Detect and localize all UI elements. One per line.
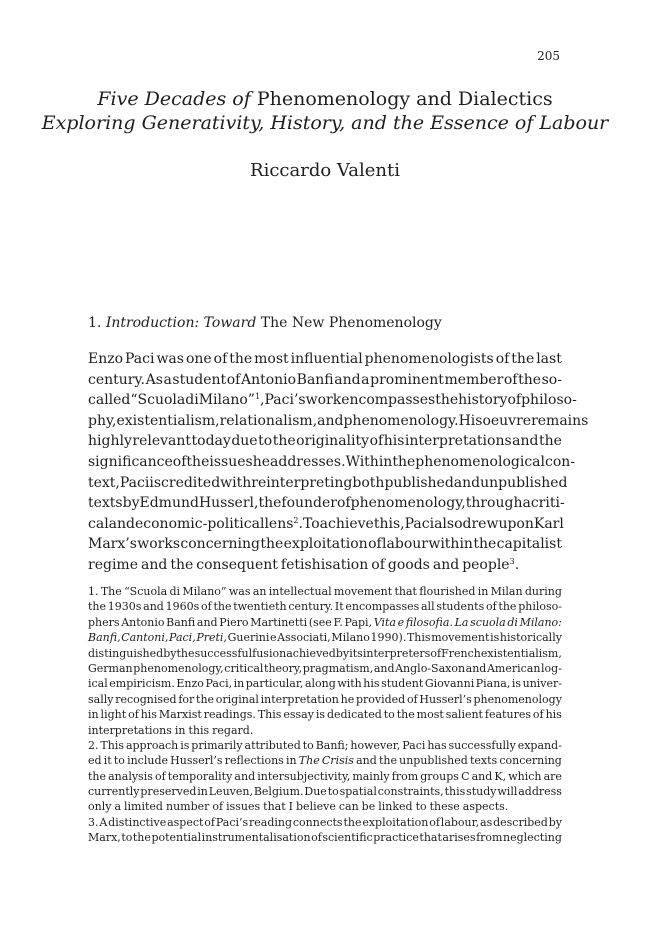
page-number: 205: [537, 49, 560, 63]
footnote-line: ical empiricism. Enzo Paci, in particular, along with his student Giovanni Piana, is univer-: [88, 677, 562, 691]
article-subtitle: Exploring Generativity, History, and the Essence of Labour: [41, 112, 609, 134]
footnotes: [88, 584, 562, 846]
footnote-line: 1. The “Scuola di Milano” was an intellectual movement that flourished in Milan during: [88, 585, 562, 598]
footnote-line: German phenomenology, critical theory, pragmatism, and Anglo-Saxon and American log-: [88, 661, 562, 675]
body-line: text, Paci is credited with reinterpreting both published and unpublished: [88, 474, 568, 491]
body-paragraph: [88, 349, 589, 576]
footnote-line: currently preserved in Leuven, Belgium. Due to spatial constraints, this study will address: [88, 785, 562, 799]
footnote-line: in light of his Marxist readings. This essay is dedicated to the most salient features of his: [88, 708, 562, 722]
section-italic: Introduction: Toward: [105, 315, 257, 331]
body-line: phy, existentialism, relationalism, and phenomenology. His oeuvre remains: [88, 412, 589, 429]
footnote-line: the analysis of temporality and intersubjectivity, mainly from groups C and K, which are: [88, 769, 562, 783]
section-rest: The New Phenomenology: [260, 315, 442, 331]
footnote-line: 2. This approach is primarily attributed to Banfi; however, Paci has successfully expand-: [88, 738, 562, 752]
footnote-line: Banfi, Cantoni, Paci, Preti, Guerini e Associati, Milano 1990). This movement is historically: [88, 631, 562, 645]
body-line: cal and economic-political lens$^2$. To achieve this, Paci also drew upon Karl: [88, 515, 564, 532]
article-title: [0, 87, 650, 135]
title-main: [0, 87, 650, 111]
body-line: texts by Edmund Husserl, the founder of phenomenology, through a criti-: [88, 495, 565, 512]
footnote-line: the 1930s and 1960s of the twentieth century. It encompasses all students of the philoso-: [88, 600, 562, 614]
body-line: Enzo Paci was one of the most influential phenomenologists of the last: [88, 351, 562, 367]
title-rest: Phenomenology and Dialectics: [256, 88, 553, 110]
body-line: Marx’s works concerning the exploitation of labour within the capitalist: [88, 536, 562, 553]
body-line: highly relevant today due to the originality of his interpretations and the: [88, 433, 562, 450]
body-line: regime and the consequent fetishisation of goods and people$^3$.: [88, 556, 520, 573]
footnote-line: Marx, to the potential instrumentalisation of scientific practice that arises from neglecting: [88, 831, 562, 845]
footnote-line: sally recognised for the original interpretation he provided of Husserl’s phenomenology: [88, 692, 562, 706]
footnote-line: only a limited number of issues that I believe can be linked to these aspects.: [88, 800, 509, 814]
body-line: significance of the issues he addresses. Within the phenomenological con-: [88, 453, 576, 470]
footnote-line: interpretations in this regard.: [88, 723, 254, 737]
footnote-line: 3. A distinctive aspect of Paci’s reading connects the exploitation of labour, as described by: [88, 815, 562, 829]
body-line: called “Scuola di Milano”$^1$, Paci’s work encompasses the history of philoso-: [88, 392, 577, 409]
body-line: century. As a student of Antonio Banfi and a prominent member of the so-: [88, 371, 562, 388]
footnote-line: phers Antonio Banfi and Piero Martinetti (see F. Papi, Vita e filosofia. La scuola di Milano:: [88, 615, 562, 629]
title-italic-prefix: Five Decades of: [97, 88, 251, 110]
author-name: Riccardo Valenti: [250, 160, 400, 181]
section-heading: [88, 315, 442, 331]
section-number: 1.: [88, 315, 102, 331]
footnote-line: distinguished by the successful fusion achieved by its interpreters of French existentialism,: [88, 646, 562, 660]
footnote-line: ed it to include Husserl’s reflections in The Crisis and the unpublished texts concerning: [88, 754, 562, 768]
